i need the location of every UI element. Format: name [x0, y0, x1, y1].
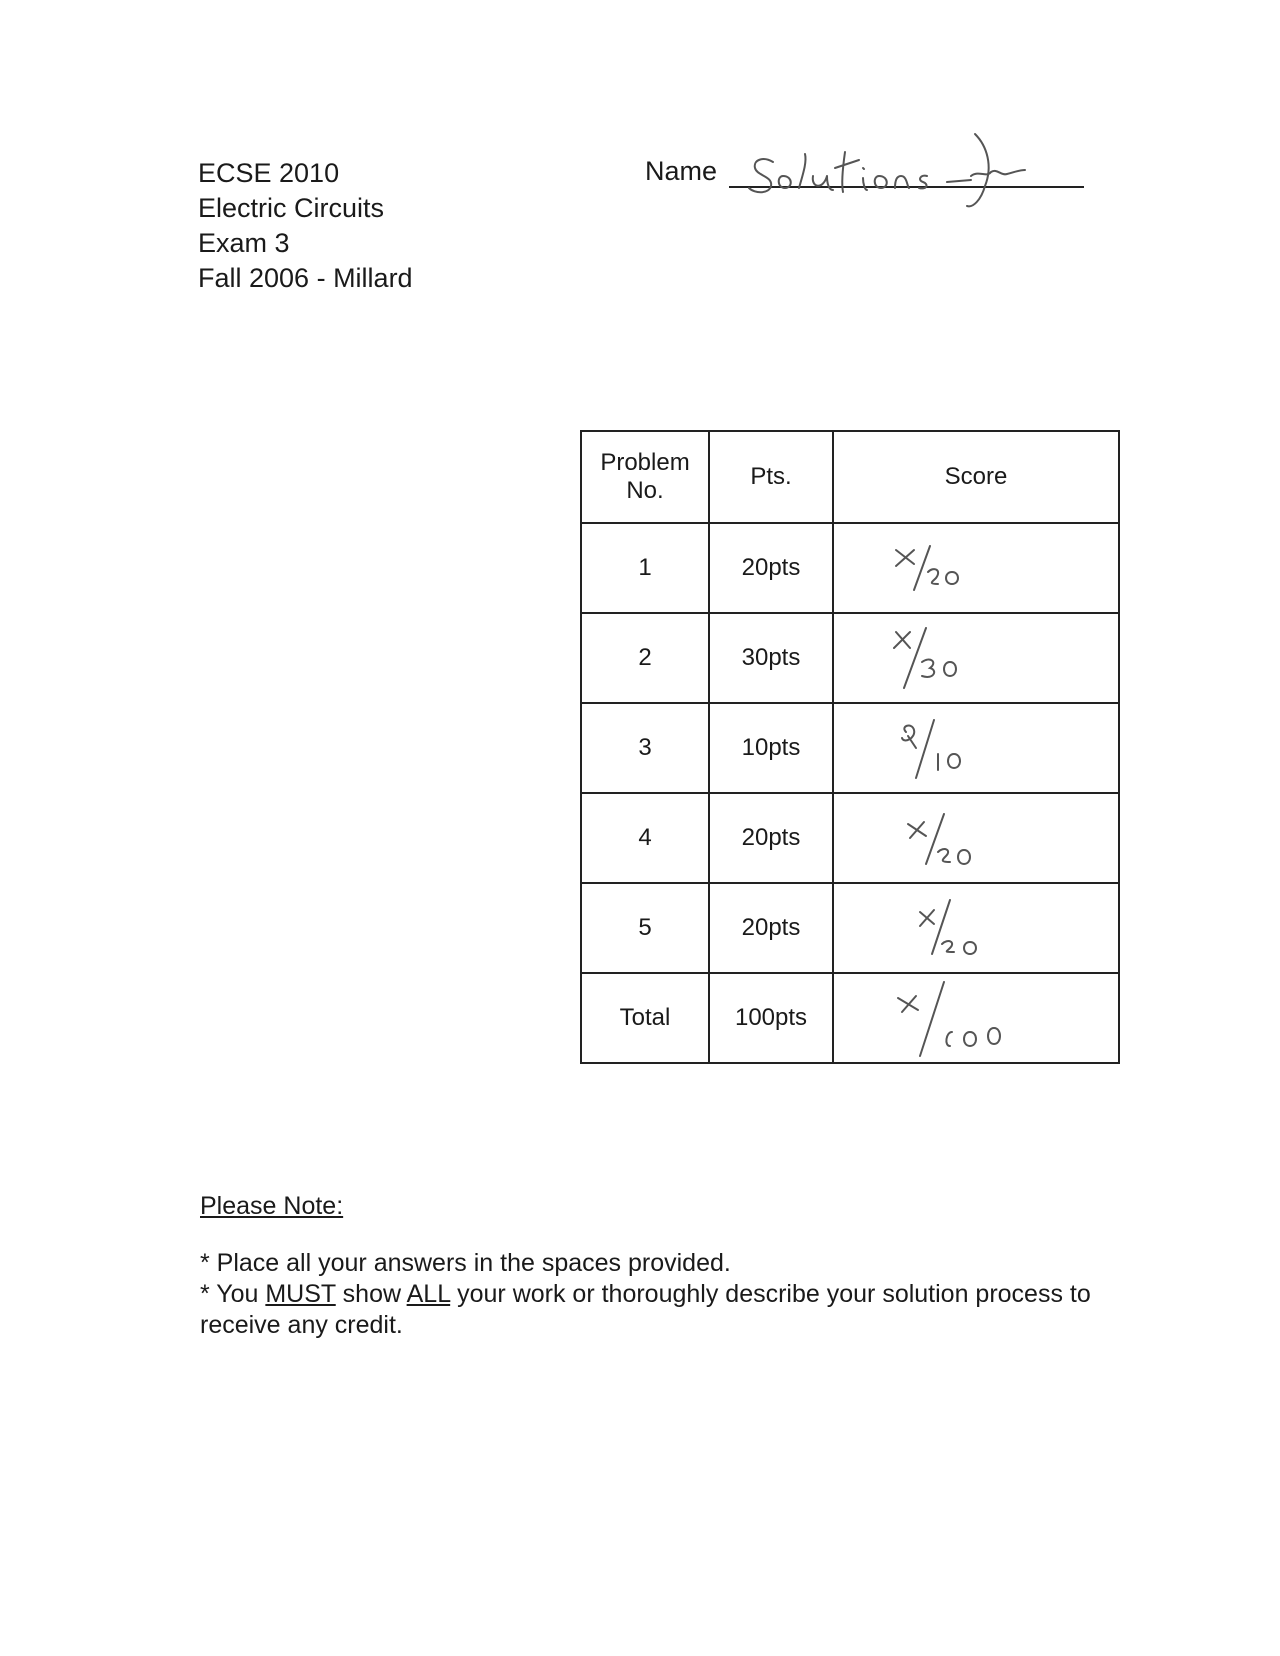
handwritten-score	[833, 523, 1119, 613]
table-row	[581, 793, 1119, 883]
header-problem-no: Problem No.	[581, 431, 709, 523]
table-row	[581, 523, 1119, 613]
emphasis-must: MUST	[265, 1280, 336, 1308]
instruction-line: * Place all your answers in the spaces provided.	[200, 1249, 731, 1277]
problem-points: 20pts	[709, 523, 833, 613]
instruction-text: show	[335, 1280, 407, 1308]
name-label: Name	[645, 156, 718, 186]
table-header-row	[581, 431, 1119, 523]
handwritten-score	[833, 613, 1119, 703]
table-row	[581, 973, 1119, 1063]
problem-number: 2	[581, 613, 709, 703]
exam-number: Exam 3	[198, 228, 290, 258]
header-points: Pts.	[709, 431, 833, 523]
handwritten-score	[833, 883, 1119, 973]
score-table	[580, 430, 1120, 1064]
problem-points: 20pts	[709, 883, 833, 973]
problem-number: 5	[581, 883, 709, 973]
instruction-line	[200, 1279, 1100, 1341]
instruction-text: * You	[200, 1280, 266, 1308]
instructions	[200, 1248, 1100, 1341]
problem-number: 3	[581, 703, 709, 793]
problem-number: Total	[581, 973, 709, 1063]
header-score: Score	[833, 431, 1119, 523]
handwritten-score	[833, 973, 1119, 1063]
table-row	[581, 613, 1119, 703]
problem-points: 30pts	[709, 613, 833, 703]
course-title: Electric Circuits	[198, 193, 385, 223]
exam-header	[198, 156, 413, 296]
table-row	[581, 703, 1119, 793]
note-heading: Please Note:	[200, 1192, 344, 1220]
handwritten-name-signature	[735, 90, 1075, 240]
problem-points: 100pts	[709, 973, 833, 1063]
handwritten-score	[833, 793, 1119, 883]
handwritten-score	[833, 703, 1119, 793]
emphasis-all: ALL	[406, 1280, 451, 1308]
table-row	[581, 883, 1119, 973]
course-code: ECSE 2010	[198, 158, 340, 188]
exam-term: Fall 2006 - Millard	[198, 263, 413, 293]
problem-points: 20pts	[709, 793, 833, 883]
problem-number: 1	[581, 523, 709, 613]
problem-points: 10pts	[709, 703, 833, 793]
problem-number: 4	[581, 793, 709, 883]
name-field	[645, 150, 1085, 195]
instruction-text: your work or thoroughly describe your solution process to receive any credit.	[200, 1280, 1091, 1339]
